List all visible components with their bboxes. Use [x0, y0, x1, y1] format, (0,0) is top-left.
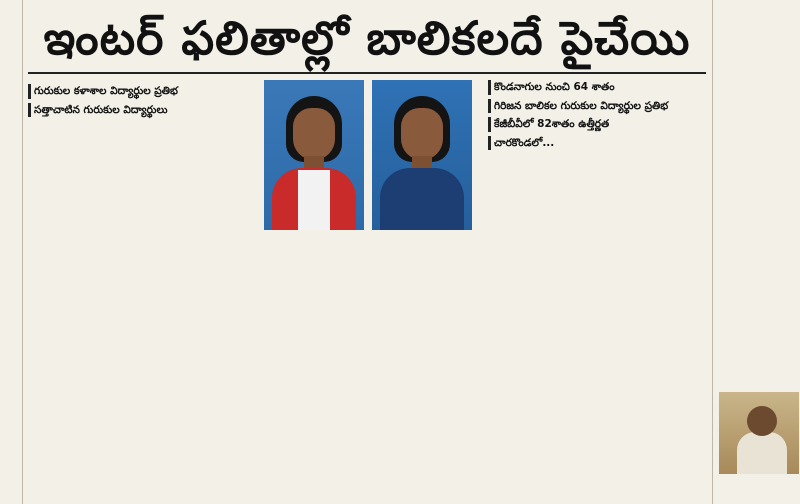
article-column-3: [488, 76, 706, 500]
section-subhead: సత్తాచాటిన గురుకుల విద్యార్థులు: [28, 103, 252, 118]
student-photos: [264, 80, 476, 260]
section-subhead: గురుకుల కళాశాల విద్యార్థుల ప్రతిభ: [28, 84, 252, 99]
student-photo-1: [264, 80, 364, 230]
section-subhead: కేజీబీవీలో 82శాతం ఉత్తీర్ణత: [488, 117, 706, 132]
adjacent-article: [712, 0, 800, 504]
article-column-1: [28, 80, 252, 500]
article-column-2: [264, 80, 476, 500]
section-subhead: గిరిజన బాలికల గురుకుల విద్యార్థుల ప్రతిభ: [488, 99, 706, 114]
headline-rule: [28, 72, 706, 74]
left-column-fragment: [0, 0, 23, 504]
main-article: [28, 0, 706, 504]
section-subhead: కొండనాగుల నుంచి 64 శాతం: [488, 80, 706, 95]
adjacent-photo: [719, 392, 799, 474]
student-photo-2: [372, 80, 472, 230]
section-subhead: చారకొండలో...: [488, 136, 706, 151]
article-headline: ఇంటర్ ఫలితాల్లో బాలికలదే పైచేయి: [43, 11, 691, 65]
